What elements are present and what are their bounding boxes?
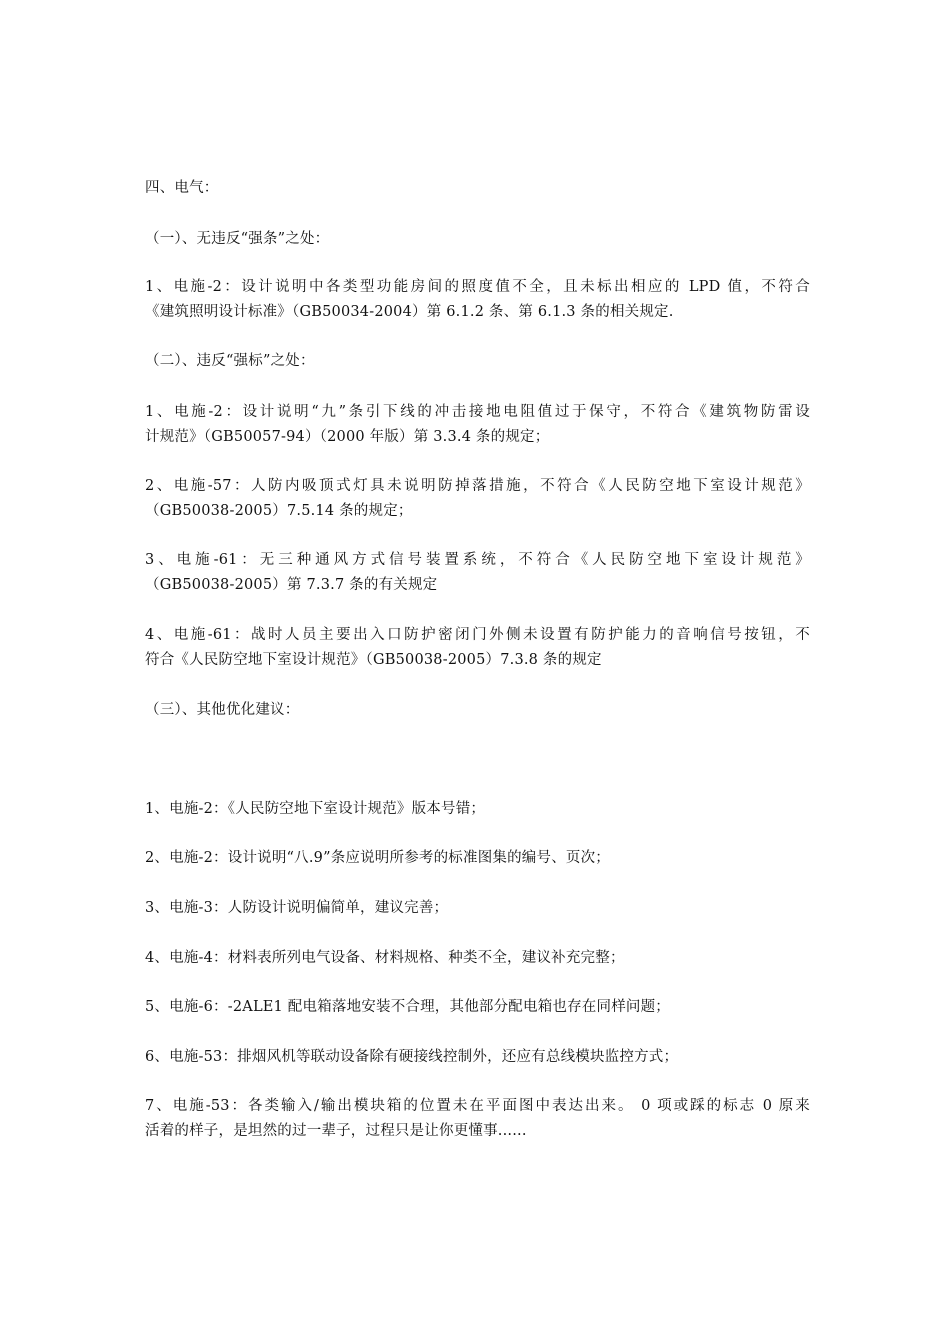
section2-item3-line2: （GB50038-2005）第 7.3.7 条的有关规定 — [145, 577, 438, 593]
section2-title: （二）、违反“强标”之处： — [145, 353, 315, 369]
section1-item1-line1: 1、电施-2：设计说明中各类型功能房间的照度值不全，且未标出相应的 LPD 值，不符合 — [145, 279, 810, 295]
section3-item2: 2、电施-2：设计说明“八.9”条应说明所参考的标准图集的编号、页次； — [145, 850, 611, 866]
section3-item1: 1、电施-2：《人民防空地下室设计规范》版本号错； — [145, 801, 486, 817]
section2-item1-line1: 1、电施-2：设计说明“九”条引下线的冲击接地电阻值过于保守，不符合《建筑物防雷设 — [145, 404, 810, 420]
section2-item1-line2: 计规范》（GB50057-94）（2000 年版）第 3.3.4 条的规定； — [145, 429, 550, 445]
section2-item3-line1: 3、电施-61：无三种通风方式信号装置系统，不符合《人民防空地下室设计规范》 — [145, 552, 810, 568]
section2-item2-line2: （GB50038-2005）7.5.14 条的规定； — [145, 503, 413, 519]
section-heading: 四、电气： — [145, 180, 219, 196]
section3-item7-line2: 活着的样子，是坦然的过一辈子，过程只是让你更懂事...... — [145, 1123, 527, 1139]
section2-item4-line1: 4、电施-61：战时人员主要出入口防护密闭门外侧未设置有防护能力的音响信号按钮，不 — [145, 627, 810, 643]
section3-item5: 5、电施-6：-2ALE1 配电箱落地安装不合理，其他部分配电箱也存在同样问题； — [145, 999, 670, 1015]
section3-item6: 6、电施-53：排烟风机等联动设备除有硬接线控制外，还应有总线模块监控方式； — [145, 1049, 679, 1065]
section3-item7-line1: 7、电施-53：各类输入/输出模块箱的位置未在平面图中表达出来。 0 项或踩的标志 0 原来 — [145, 1098, 810, 1114]
section3-item3: 3、电施-3：人防设计说明偏简单，建议完善； — [145, 900, 449, 916]
section1-title: （一）、无违反“强条”之处： — [145, 231, 330, 247]
section1-item1-line2: 《建筑照明设计标准》（GB50034-2004）第 6.1.2 条、第 6.1.3 条的相关规定. — [145, 304, 674, 320]
section3-title: （三）、其他优化建议： — [145, 702, 300, 718]
section3-item4: 4、电施-4：材料表所列电气设备、材料规格、种类不全，建议补充完整； — [145, 950, 625, 966]
section2-item4-line2: 符合《人民防空地下室设计规范》（GB50038-2005）7.3.8 条的规定 — [145, 652, 602, 668]
section2-item2-line1: 2、电施-57：人防内吸顶式灯具未说明防掉落措施，不符合《人民防空地下室设计规范》 — [145, 478, 810, 494]
